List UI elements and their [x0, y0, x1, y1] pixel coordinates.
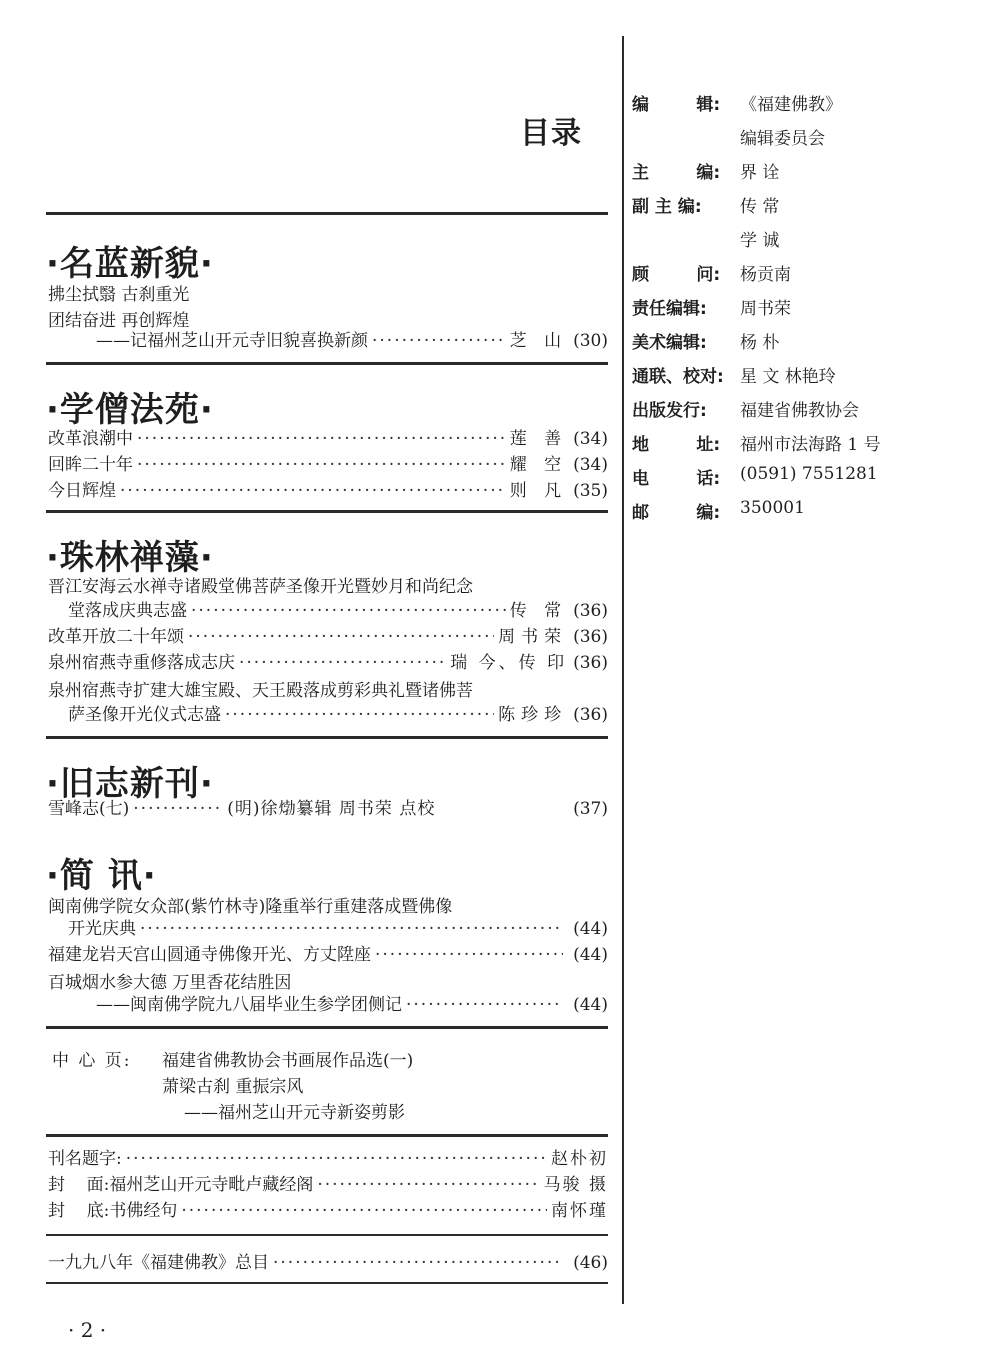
entry-author: 传 常 — [509, 601, 568, 621]
entry-page: (37) — [573, 799, 608, 819]
entry-page: (36) — [573, 601, 608, 621]
entry-title: 雪峰志(七) — [48, 799, 130, 819]
entry-author: (明)徐𤊹纂辑 周书荣 点校 — [227, 799, 436, 819]
masthead-row — [632, 158, 779, 183]
dot-leader — [273, 1252, 563, 1274]
credit-entry — [48, 1170, 608, 1196]
credit-entry — [48, 1196, 608, 1222]
dot-leader — [191, 600, 506, 622]
toc-entry[interactable] — [48, 450, 608, 476]
masthead-row — [632, 124, 825, 149]
masthead-value: 350001 — [740, 498, 805, 518]
toc-entry[interactable] — [48, 622, 608, 648]
article-title-line: 泉州宿燕寺扩建大雄宝殿、天王殿落成剪彩典礼暨诸佛菩 — [48, 681, 473, 701]
masthead-label: 邮 编: — [632, 503, 721, 523]
entry-author: 芝 山 — [509, 331, 568, 351]
page-number: · 2 · — [68, 1318, 107, 1342]
masthead-label: 电 话: — [632, 469, 721, 489]
entry-page: (36) — [573, 627, 608, 647]
article-title-line: 闽南佛学院女众部(紫竹林寺)隆重举行重建落成暨佛像 — [48, 897, 453, 917]
dot-leader — [181, 1200, 547, 1222]
section-divider — [46, 736, 608, 739]
masthead-label: 通联、校对: — [632, 367, 724, 387]
masthead-row — [632, 498, 805, 523]
entry-author: 耀 空 — [509, 455, 568, 475]
section-divider — [46, 510, 608, 513]
masthead-label: 顾 问: — [632, 265, 721, 285]
section-divider — [46, 1282, 608, 1284]
masthead-value: 界 诠 — [740, 163, 780, 183]
toc-entry[interactable] — [48, 424, 608, 450]
masthead-row — [632, 260, 791, 285]
entry-page: (44) — [573, 945, 608, 965]
masthead-value: (0591) 7551281 — [740, 464, 878, 484]
masthead-value: 《福建佛教》 — [740, 95, 842, 115]
masthead-label: 美术编辑: — [632, 333, 707, 353]
masthead-row — [632, 464, 878, 489]
section-divider — [46, 1134, 608, 1137]
toc-entry[interactable] — [68, 914, 608, 940]
article-title-line: 团结奋进 再创辉煌 — [48, 311, 190, 331]
entry-page: (36) — [573, 653, 608, 673]
dot-leader — [317, 1174, 539, 1196]
toc-entry[interactable] — [96, 326, 608, 352]
entry-page: (44) — [573, 995, 608, 1015]
credit-title: 书佛经句 — [109, 1201, 178, 1221]
section-heading: ·名蓝新貌· — [46, 244, 214, 284]
credit-label: 刊名题字: — [48, 1149, 122, 1169]
entry-page: (34) — [573, 455, 608, 475]
masthead-value: 星 文 林艳玲 — [740, 367, 836, 387]
dot-leader — [375, 944, 563, 966]
masthead-value: 福建省佛教协会 — [740, 401, 859, 421]
section-divider — [46, 212, 608, 215]
center-page-label: 中 心 页: — [52, 1051, 132, 1071]
toc-entry[interactable] — [96, 990, 608, 1016]
section-heading: ·珠林禅藻· — [46, 538, 214, 578]
entry-title: ——闽南佛学院九八届毕业生参学团侧记 — [96, 995, 402, 1015]
masthead-value: 编辑委员会 — [740, 129, 825, 149]
dot-leader — [239, 652, 446, 674]
toc-entry[interactable] — [68, 596, 608, 622]
dot-leader — [188, 626, 494, 648]
masthead-label — [632, 124, 740, 149]
entry-title: 开光庆典 — [68, 919, 136, 939]
dot-leader — [137, 454, 506, 476]
credit-author: 南怀瑾 — [551, 1201, 608, 1221]
dot-leader — [140, 918, 563, 940]
masthead-row — [632, 90, 842, 115]
toc-entry[interactable] — [68, 700, 608, 726]
dot-leader — [406, 994, 563, 1016]
masthead-value: 学 诚 — [740, 231, 780, 251]
masthead-row — [632, 328, 779, 353]
toc-entry[interactable] — [48, 940, 608, 966]
entry-author: 莲 善 — [509, 429, 568, 449]
credit-label: 封 面: — [48, 1175, 110, 1195]
toc-entry[interactable] — [48, 1248, 608, 1274]
article-title-line: 晋江安海云水禅寺诸殿堂佛菩萨圣像开光暨妙月和尚纪念 — [48, 577, 473, 597]
masthead-label: 地 址: — [632, 435, 721, 455]
dot-leader — [372, 330, 506, 352]
dot-leader — [126, 1148, 547, 1170]
dot-leader — [120, 480, 506, 502]
masthead-label — [632, 226, 740, 251]
entry-title: 改革浪潮中 — [48, 429, 133, 449]
dot-leader — [133, 798, 223, 820]
masthead-row — [632, 226, 779, 251]
section-heading: ·学僧法苑· — [46, 390, 214, 430]
section-heading: ·旧志新刊· — [46, 764, 214, 804]
entry-title: 福建龙岩天宫山圆通寺佛像开光、方丈陞座 — [48, 945, 371, 965]
entry-page: (46) — [573, 1253, 608, 1273]
column-divider — [622, 36, 624, 1304]
masthead-row — [632, 430, 881, 455]
credit-title: 福州芝山开元寺毗卢藏经阁 — [109, 1175, 314, 1195]
entry-author: 周书荣 — [498, 627, 568, 647]
entry-title: 泉州宿燕寺重修落成志庆 — [48, 653, 235, 673]
dot-leader — [137, 428, 506, 450]
section-divider — [46, 1026, 608, 1029]
section-divider — [46, 1234, 608, 1236]
center-page-line: 福建省佛教协会书画展作品选(一) — [162, 1051, 414, 1071]
entry-author: 陈珍珍 — [498, 705, 568, 725]
credit-author: 马骏 摄 — [543, 1175, 608, 1195]
section-divider — [46, 362, 608, 365]
entry-page: (35) — [573, 481, 608, 501]
entry-page: (34) — [573, 429, 608, 449]
masthead-row — [632, 294, 791, 319]
masthead-value: 杨贡南 — [740, 265, 791, 285]
masthead-label: 出版发行: — [632, 401, 707, 421]
masthead-label: 主 编: — [632, 163, 721, 183]
toc-entry[interactable] — [48, 794, 608, 820]
entry-title: 堂落成庆典志盛 — [68, 601, 187, 621]
entry-author: 瑞 今、传 印 — [450, 653, 568, 673]
masthead-row — [632, 362, 836, 387]
entry-page: (44) — [573, 919, 608, 939]
toc-entry[interactable] — [48, 648, 608, 674]
dot-leader — [225, 704, 494, 726]
masthead-value: 传 常 — [740, 197, 780, 217]
masthead-label: 副 主 编: — [632, 197, 702, 217]
credit-author: 赵朴初 — [551, 1149, 608, 1169]
entry-title: 一九九八年《福建佛教》总目 — [48, 1253, 269, 1273]
article-title-line: 拂尘拭翳 古刹重光 — [48, 285, 190, 305]
masthead-value: 福州市法海路 1 号 — [740, 435, 881, 455]
center-page-line: 萧梁古刹 重振宗风 — [162, 1077, 304, 1097]
entry-title: 今日辉煌 — [48, 481, 116, 501]
masthead-label: 编 辑: — [632, 95, 721, 115]
entry-page: (30) — [573, 331, 608, 351]
toc-entry[interactable] — [48, 476, 608, 502]
article-title-line: 百城烟水参大德 万里香花结胜因 — [48, 973, 292, 993]
masthead-row — [632, 396, 859, 421]
masthead-label: 责任编辑: — [632, 299, 707, 319]
masthead-value: 周书荣 — [740, 299, 791, 319]
section-heading: ·简 讯· — [46, 856, 157, 896]
toc-title: 目录 — [520, 116, 582, 151]
masthead-value: 杨 朴 — [740, 333, 780, 353]
entry-title: ——记福州芝山开元寺旧貌喜换新颜 — [96, 331, 368, 351]
entry-title: 回眸二十年 — [48, 455, 133, 475]
masthead-row — [632, 192, 779, 217]
credit-label: 封 底: — [48, 1201, 110, 1221]
entry-author: 则 凡 — [509, 481, 568, 501]
entry-title: 改革开放二十年颂 — [48, 627, 184, 647]
center-page-line: ——福州芝山开元寺新姿剪影 — [184, 1103, 405, 1123]
credit-entry — [48, 1144, 608, 1170]
entry-title: 萨圣像开光仪式志盛 — [68, 705, 221, 725]
entry-page: (36) — [573, 705, 608, 725]
